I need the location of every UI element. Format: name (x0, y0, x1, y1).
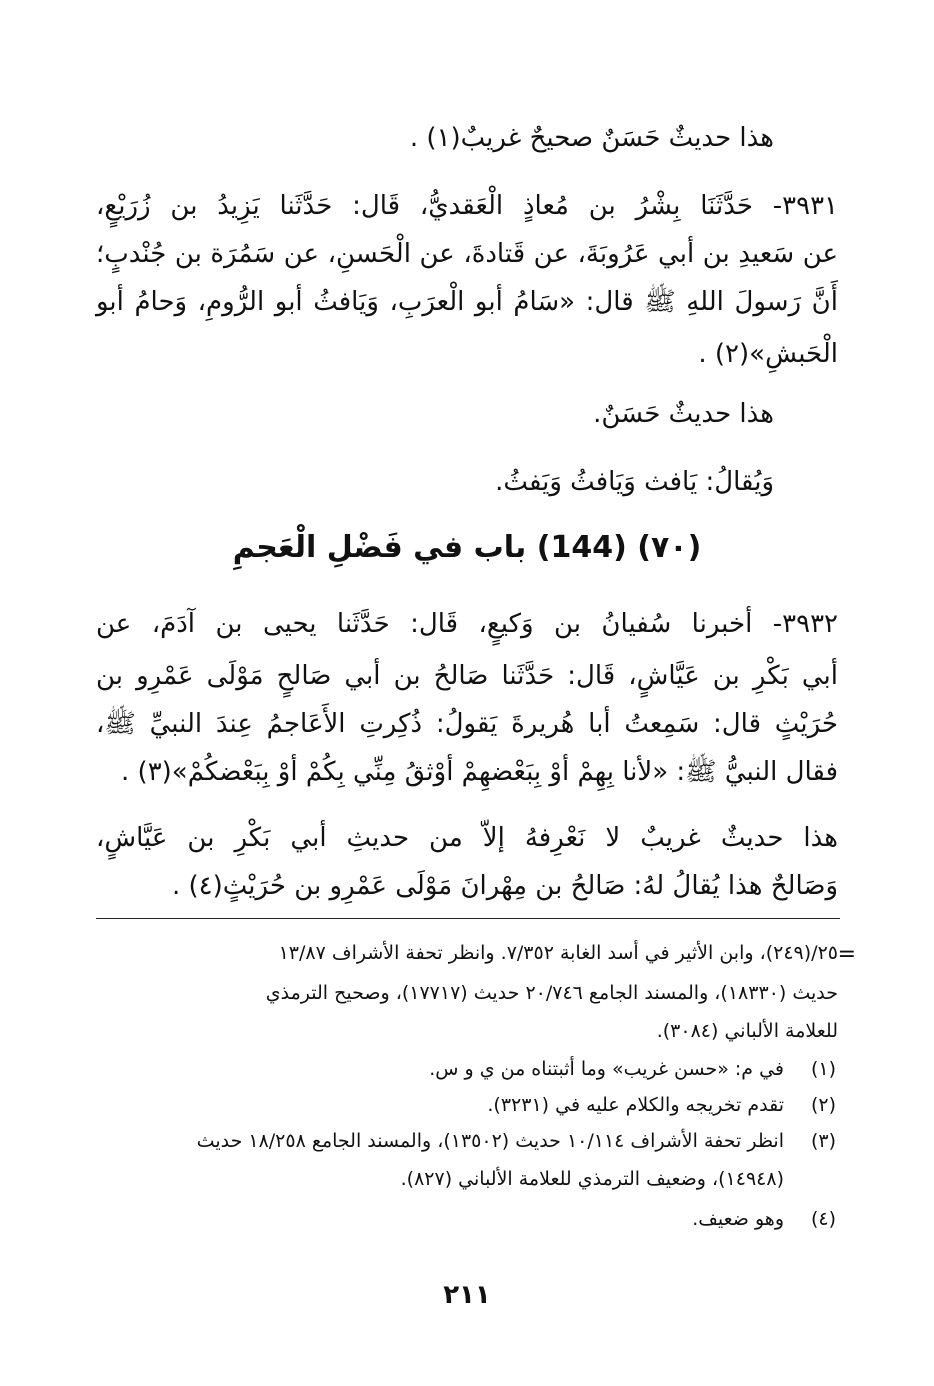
footnote-continuation-line: حديث (١٨٣٣٠)، والمسند الجامع ٢٠/٧٤٦ حديث (١٧٧١٧)، وصحيح الترمذي (265, 982, 838, 1004)
footnote-text: تقدم تخريجه والكلام عليه في (٣٢٣١). (487, 1094, 784, 1116)
page-number: ٢١١ (443, 1280, 491, 1310)
footnote-text: وهو ضعيف. (692, 1208, 784, 1230)
continuation-mark: = (837, 942, 856, 967)
grading-line: هذا حديثٌ حَسَنٌ. (593, 399, 774, 429)
footnote-text: (١٤٩٤٨)، وضعيف الترمذي للعلامة الألباني (٨٢٧). (400, 1168, 784, 1190)
footnote-separator (96, 918, 840, 919)
footnote-number: (٣) (810, 1130, 836, 1152)
hadith-3932-comment-line-2: وَصَالحٌ هذا يُقالُ لهُ: صَالحُ بن مِهْرانَ مَوْلَى عَمْرِو بن حُرَيْثٍ(٤) . (171, 871, 838, 901)
note-line: وَيُقالُ: يَافث وَيَافثُ وَيَفثُ. (495, 467, 774, 497)
footnote-text: انظر تحفة الأشراف ١٠/١١٤ حديث (١٣٥٠٢)، والمسند الجامع ١٨/٢٥٨ حديث (196, 1130, 784, 1152)
hadith-3931-line-4: الْحَبشِ»(٢) . (698, 339, 838, 369)
hadith-3932-comment-line-1: هذا حديثٌ غريبٌ لا نَعْرِفهُ إلاّ من حديثِ أبي بَكْرِ بن عَيَّاشٍ، (96, 823, 838, 853)
footnote-number: (٤) (810, 1208, 836, 1230)
hadith-3931-line-1: ٣٩٣١- حَدَّثَنَا بِشْرُ بن مُعاذٍ الْعَقديُّ، قَال: حَدَّثَنا يَزِيدُ بن زُرَيْعٍ، (96, 191, 838, 221)
footnote-number: (١) (810, 1058, 836, 1080)
hadith-3932-line-1: ٣٩٣٢- أخبرنا سُفيانُ بن وَكيعٍ، قَال: حَدَّثَنا يحيى بن آدَمَ، عن (96, 609, 838, 639)
hadith-3932-line-2: أبي بَكْرِ بن عَيَّاشٍ، قَال: حَدَّثَنا صَالحُ بن أبي صَالحٍ مَوْلَى عَمْرِو بن (96, 661, 838, 691)
text-line: هذا حديثٌ حَسَنٌ صحيحٌ غريبٌ(١) . (409, 123, 774, 153)
footnote-continuation-line: للعلامة الألباني (٣٠٨٤). (656, 1020, 838, 1042)
hadith-3932-line-3: حُرَيْثٍ قال: سَمِعتُ أبا هُريرةَ يَقولُ: ذُكِرتِ الأَعَاجمُ عِندَ النبيِّ ﷺ، (96, 709, 838, 739)
footnote-continuation-line: ٢٥/(٢٤٩)، وابن الأثير في أسد الغابة ٧/٣٥٢. وانظر تحفة الأشراف ١٣/٨٧ (278, 942, 838, 964)
hadith-3932-line-4: فقال النبيُّ ﷺ: «لأنا بِهِمْ أوْ بِبَعْضهِمْ أوْثقُ مِنِّي بِكُمْ أوْ بِبَعْضكُمْ»(٣) . (121, 757, 838, 787)
footnote-number: (٢) (810, 1094, 836, 1116)
hadith-3931-line-2: عن سَعيدِ بن أبي عَرُوبَةَ، عن قَتادةَ، عن الْحَسنِ، عن سَمُرَة بن جُنْدبٍ؛ (96, 239, 838, 269)
hadith-3931-line-3: أَنَّ رَسولَ اللهِ ﷺ قال: «سَامُ أبو الْعرَبِ، وَيَافثُ أبو الرُّومِ، وَحامُ أبو (96, 287, 838, 317)
chapter-heading: (٧٠) (144) باب في فَضْلِ الْعَجمِ (232, 530, 702, 565)
footnote-text: في م: «حسن غريب» وما أثبتناه من ي و س. (429, 1058, 784, 1080)
